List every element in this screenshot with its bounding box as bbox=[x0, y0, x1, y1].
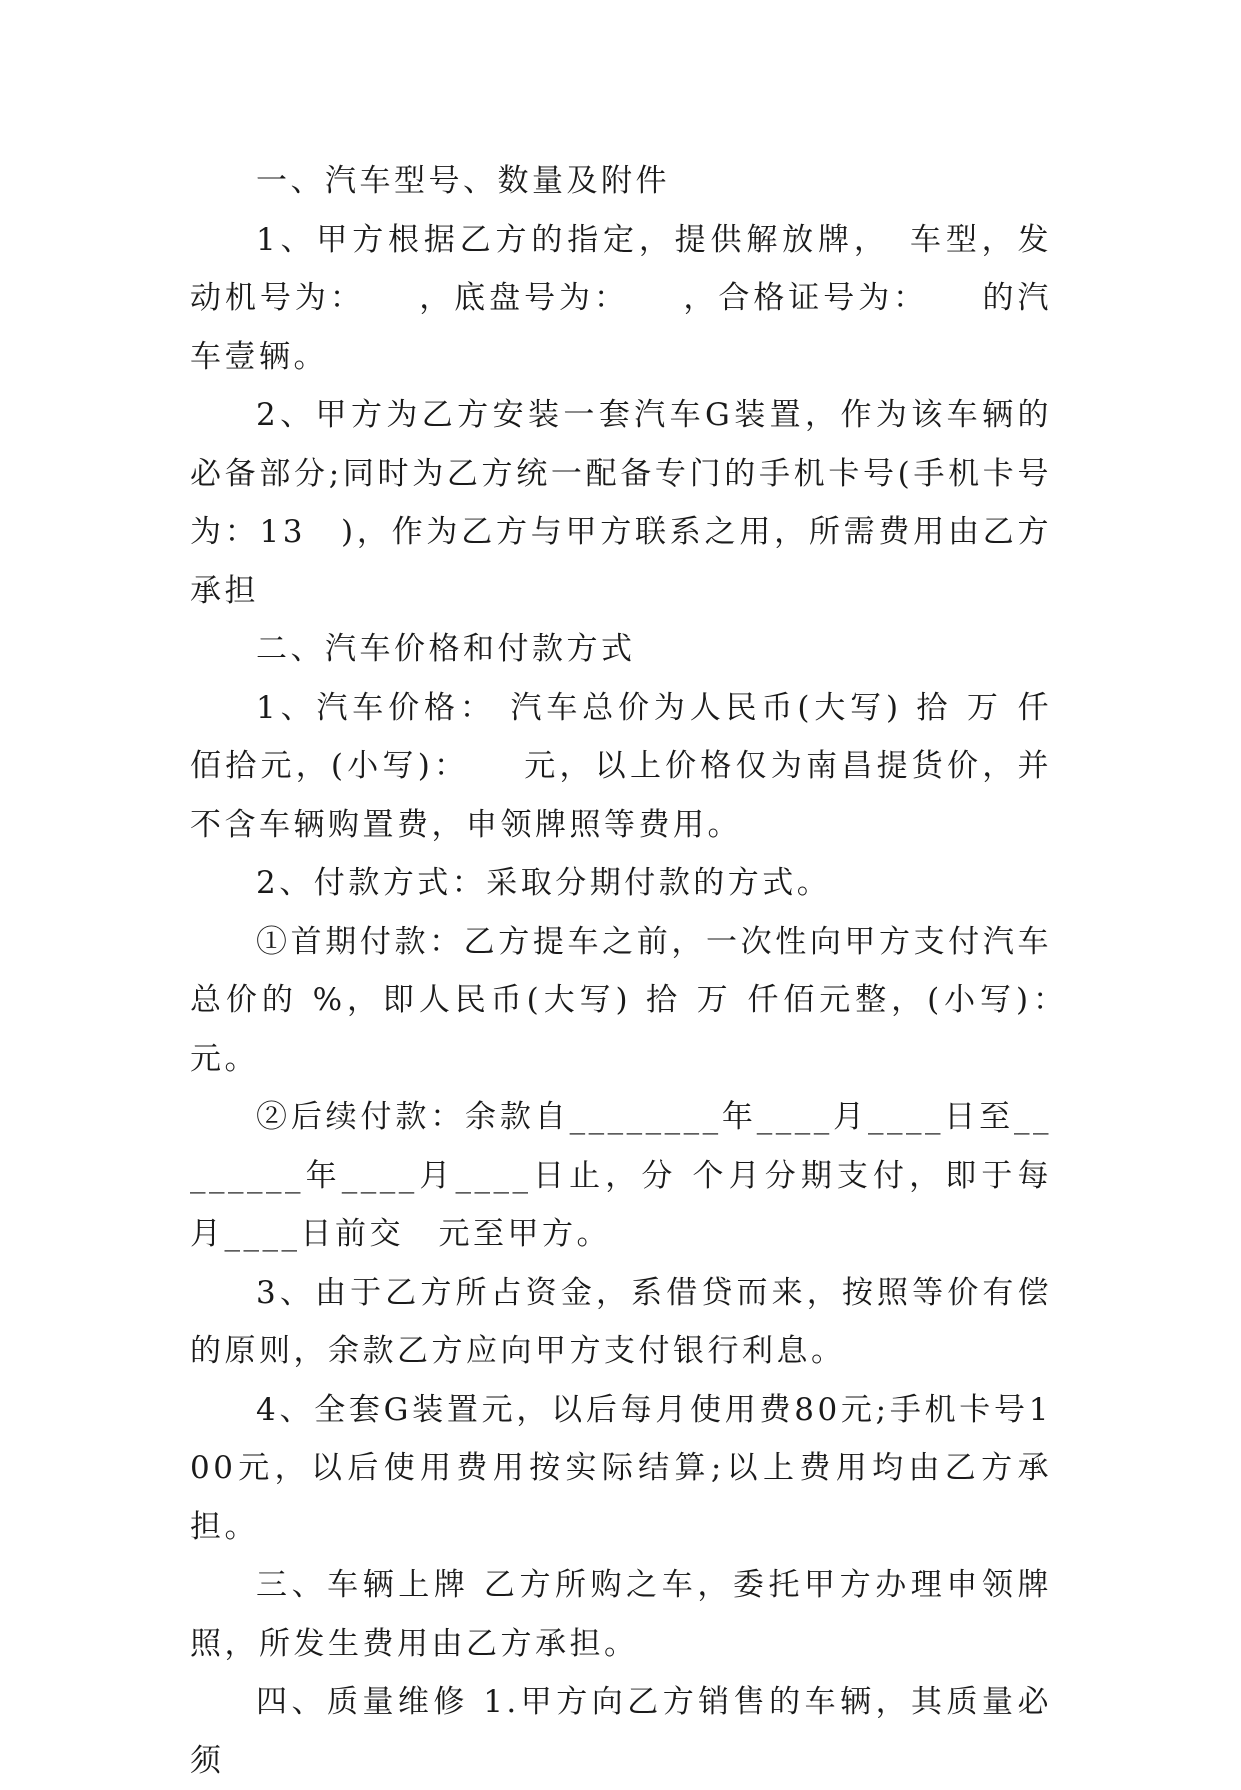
section-heading-2: 二、汽车价格和付款方式 bbox=[256, 631, 636, 667]
clause-2-2-subsequent-payment: ②后续付款：余款自________年____月____日至________年____月____日止，分 个月分期支付，即于每月____日前交 元至甲方。 bbox=[190, 1099, 1052, 1252]
clause-2-3: 3、由于乙方所占资金，系借贷而来，按照等价有偿的原则，余款乙方应向甲方支付银行利息。 bbox=[190, 1274, 1052, 1369]
document-page bbox=[190, 152, 1087, 1790]
clause-1-1: 1、甲方根据乙方的指定，提供解放牌， 车型，发动机号为： ，底盘号为： ，合格证号为： 的汽车壹辆。 bbox=[190, 221, 1052, 375]
section-heading-4: 四、质量维修 1.甲方向乙方销售的车辆，其质量必须 bbox=[190, 1684, 1052, 1779]
clause-2-2: 2、付款方式：采取分期付款的方式。 bbox=[256, 865, 832, 901]
section-heading-1: 一、汽车型号、数量及附件 bbox=[256, 163, 670, 199]
section-heading-3: 三、车辆上牌 乙方所购之车，委托甲方办理申领牌照，所发生费用由乙方承担。 bbox=[190, 1567, 1052, 1662]
clause-2-2-first-payment: ①首期付款：乙方提车之前，一次性向甲方支付汽车总价的 %，即人民币(大写) 拾 万 仟佰元整，(小写)： 元。 bbox=[190, 923, 1087, 1077]
clause-1-2: 2、甲方为乙方安装一套汽车G装置，作为该车辆的必备部分;同时为乙方统一配备专门的手机卡号(手机卡号为：13 )，作为乙方与甲方联系之用，所需费用由乙方承担 bbox=[190, 397, 1052, 609]
clause-2-4: 4、全套G装置元，以后每月使用费80元;手机卡号100元，以后使用费用按实际结算;以上费用均由乙方承担。 bbox=[190, 1391, 1052, 1545]
clause-2-1: 1、汽车价格： 汽车总价为人民币(大写) 拾 万 仟佰拾元，(小写)： 元，以上价格仅为南昌提货价，并不含车辆购置费，申领牌照等费用。 bbox=[190, 689, 1052, 843]
